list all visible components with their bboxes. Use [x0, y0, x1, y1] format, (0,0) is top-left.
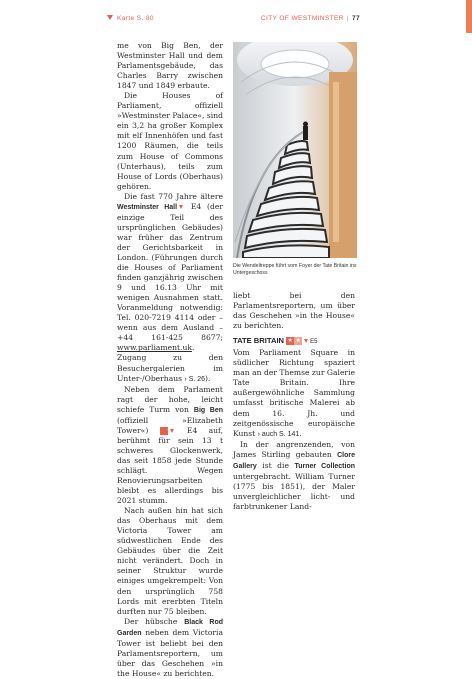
paragraph: Vom Parliament Square in südlicher Richtung spaziert man an der Themse zur Galerie Tate Britain. Ihre außergewöhnliche Sammlung umfasst britische Malerei ab dem 16. Jh. und zeitgenössische europäische Kunst › auch S. 141. — [233, 348, 355, 438]
map-marker-icon — [107, 15, 113, 20]
paragraph: Die Houses of Parliament, offiziell »Westminster Palace«, sind ein 3,2 ha großer Komplex mit elf Innenhöfen und fast 1200 Räumen, die teils zum House of Commons (Unterhaus), teils zum House of Lords (Oberhaus) gehören. — [117, 91, 223, 191]
cross-reference[interactable]: › S. 26 — [184, 375, 206, 383]
cross-reference[interactable]: › auch S. 141 — [257, 430, 300, 438]
photo-caption: Die Wendeltreppe führt vom Foyer der Tate Britain ins Untergeschoss — [233, 263, 357, 276]
website-link[interactable]: www.parliament.uk — [117, 343, 192, 353]
section-heading: TATE BRITAIN ★ ★ E5 — [233, 336, 318, 346]
place-name: Westminster Hall — [117, 203, 178, 211]
right-column — [233, 291, 355, 512]
place-name: Black Rod Garden — [117, 618, 223, 637]
paragraph: In der angrenzenden, von James Stirling gebauten Clore Gallery ist die Turner Collection untergebracht. William Turner (1775 bis 1851), der Maler unvergleichlicher licht- und farbtrunkener Land- — [233, 439, 355, 511]
paragraph: liebt bei den Parlamentsreportern, um über das Geschehen »in the House« zu berichten. — [233, 291, 355, 331]
map-reference[interactable]: Karte S. 80 — [107, 15, 154, 22]
paragraph: Nach außen hin hat sich das Oberhaus mit dem Victoria Tower am südwestlichen Ende des Gebäudes über die Zeit nicht verändert. Doch in seiner Struktur wurde einiges umgekrempelt: Von den ursprünglich 758 Lords mit ererbten Titeln durften nur 75 bleiben. — [117, 506, 223, 616]
page-edge-tab — [466, 0, 472, 33]
header-divider: | — [346, 15, 349, 22]
left-column — [117, 41, 223, 679]
staircase-photo — [233, 42, 357, 258]
section-title: CITY OF WESTMINSTER — [260, 15, 344, 22]
paragraph: Die fast 770 Jahre ältere Westminster Hall E4 (der einzige Teil des ursprünglichen Gebäudes) war früher das Zentrum der Gerichtsbarkeit in London. (Führungen durch die Houses of Parliament finden ganzjährig zwischen 9 und 16.13 Uhr mit wenigen Ausnahmen statt. Voranmeldung notwendig: Tel. 020-7219 4114 oder – wenn aus dem Ausland – +44 161-425 8677; www.parliament.uk. Zugang zu den Besuchergalerien im Unter-/Oberhaus › S. 26). — [117, 191, 223, 383]
place-name: Clore Gallery — [233, 451, 355, 470]
paragraph: me von Big Ben, der Westminster Hall und dem Parlamentsgebäude, das Charles Barry zwischen 1847 und 1849 erbaute. — [117, 41, 223, 91]
running-header — [261, 15, 360, 22]
map-marker-icon — [179, 205, 183, 209]
map-marker-icon — [170, 429, 174, 433]
page-number: 77 — [351, 15, 360, 22]
star-icon: ★ — [287, 337, 293, 345]
paragraph: Der hübsche Black Rod Garden neben dem Victoria Tower ist beliebt bei den Parlamentsreportern, um über das Geschehen »in the House« zu berichten. — [117, 616, 223, 678]
map-marker-icon — [304, 339, 308, 343]
star-icon: ★ — [160, 427, 168, 435]
place-name: Turner Collection — [294, 462, 355, 470]
paragraph: Neben dem Parlament ragt der hohe, leicht schiefe Turm von Big Ben (offiziell »Elizabeth Tower«) ★ E4 auf, berühmt für sein 13 t schweres Glockenwerk, das seit 1858 jede Stunde schlägt. Wegen Renovierungsarbeiten bleibt es allerdings bis 2021 stumm. — [117, 384, 223, 506]
star-icon: ★ — [295, 337, 301, 345]
place-name: Big Ben — [193, 406, 223, 414]
spiral-staircase-illustration — [233, 42, 357, 258]
